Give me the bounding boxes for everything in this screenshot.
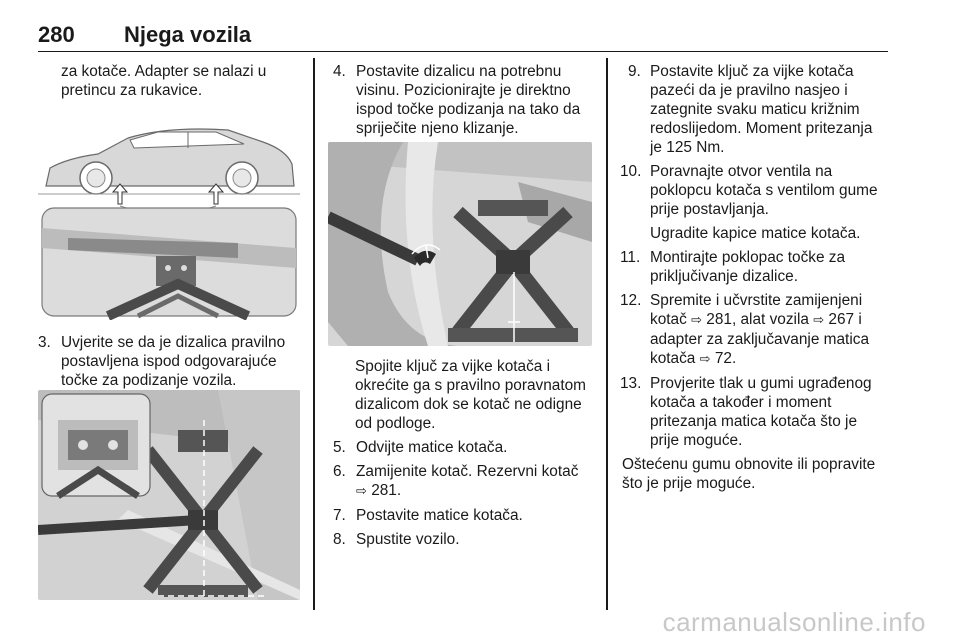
column-1 [38, 62, 302, 106]
step-10 [620, 162, 888, 219]
column-1-lower [38, 333, 302, 395]
step-text: Postavite matice kotača. [356, 507, 523, 524]
intro-text: za kotače. Adapter se nalazi u pretincu za rukavice. [61, 63, 267, 99]
step-number: 7. [333, 507, 346, 524]
column-divider-2 [606, 58, 608, 610]
page-number: 280 [38, 22, 75, 47]
step-text: Poravnajte otvor ventila na poklopcu kotača s ventilom gume prije postavljanja. [650, 163, 878, 218]
page-ref-arrow-icon[interactable]: ⇨ [813, 313, 825, 328]
step-number: 11. [620, 249, 641, 266]
page-ref-link[interactable]: 281, alat vozila [706, 311, 809, 328]
jack-position-illustration [38, 390, 300, 600]
page-ref-arrow-icon[interactable]: ⇨ [691, 313, 702, 328]
step-text: Montirajte poklopac točke za priključivanje dizalice. [650, 249, 846, 285]
step-text: Spremite i učvrstite zamijenjeni kotač [650, 292, 863, 328]
step-text: Postavite dizalicu na potrebnu visinu. Pozicionirajte je direktno ispod točke podizanja na tako da spriječite njeno klizanje. [356, 63, 581, 137]
step-number: 8. [333, 531, 346, 548]
watermark: carmanualsonline.info [662, 607, 926, 637]
step-number: 12. [620, 292, 642, 309]
closing-text: Oštećenu gumu obnovite ili popravite što je prije moguće. [622, 456, 876, 492]
page-ref-link[interactable]: 267 i adapter za zaključavanje matica kotača [650, 311, 870, 367]
page-header [38, 22, 888, 52]
step-number: 10. [620, 163, 642, 180]
step-5 [333, 438, 595, 457]
column-3 [620, 62, 888, 499]
step-11 [620, 248, 888, 286]
figure-wheel-wrench-jack [328, 142, 592, 346]
step-8 [333, 530, 595, 549]
page-title: Njega vozila [124, 22, 252, 47]
step-text: Uvjerite se da je dizalica pravilno postavljena ispod odgovarajuće točke za podizanje vozila. [61, 334, 286, 389]
page-ref-link[interactable]: 281. [371, 482, 402, 499]
step-number: 4. [333, 63, 346, 80]
column-2-lower [333, 357, 595, 554]
figure-jack-under-lift-point [38, 390, 300, 600]
step-text: Spustite vozilo. [356, 531, 460, 548]
step-10-extra: Ugradite kapice matice kotača. [650, 225, 861, 242]
figure-car-lift-points [38, 108, 300, 320]
step-number: 3. [38, 334, 51, 351]
page-ref-link[interactable]: 72. [714, 350, 737, 367]
column-divider-1 [313, 58, 315, 610]
jack-note: Spojite ključ za vijke kotača i okrećite ga s pravilno poravnatom dizalicom dok se kotač ne odigne od podloge. [355, 358, 586, 432]
step-3 [38, 333, 302, 390]
step-text: Postavite ključ za vijke kotača pazeći da je pravilno nasjeo i zategnite svaku maticu križnim redoslijedom. Moment pritezanja je 125 Nm. [650, 63, 873, 156]
step-7 [333, 506, 595, 525]
step-text: Zamijenite kotač. Rezervni kotač [356, 463, 579, 480]
column-2 [333, 62, 595, 143]
step-text: Provjerite tlak u gumi ugrađenog kotača a također i moment pritezanja matica kotača što je prije moguće. [650, 375, 872, 449]
wheel-wrench-jack-illustration [328, 142, 592, 346]
step-text: Odvijte matice kotača. [356, 439, 508, 456]
step-number: 9. [628, 63, 641, 80]
step-number: 5. [333, 439, 346, 456]
step-number: 13. [620, 375, 642, 392]
car-lift-points-illustration [38, 108, 300, 320]
page-ref-arrow-icon[interactable]: ⇨ [356, 484, 367, 499]
step-13 [620, 374, 888, 450]
step-4 [333, 62, 595, 138]
step-12 [620, 291, 888, 369]
step-9 [620, 62, 888, 157]
step-6 [333, 462, 595, 501]
page-ref-arrow-icon[interactable]: ⇨ [699, 352, 711, 367]
step-number: 6. [333, 463, 346, 480]
